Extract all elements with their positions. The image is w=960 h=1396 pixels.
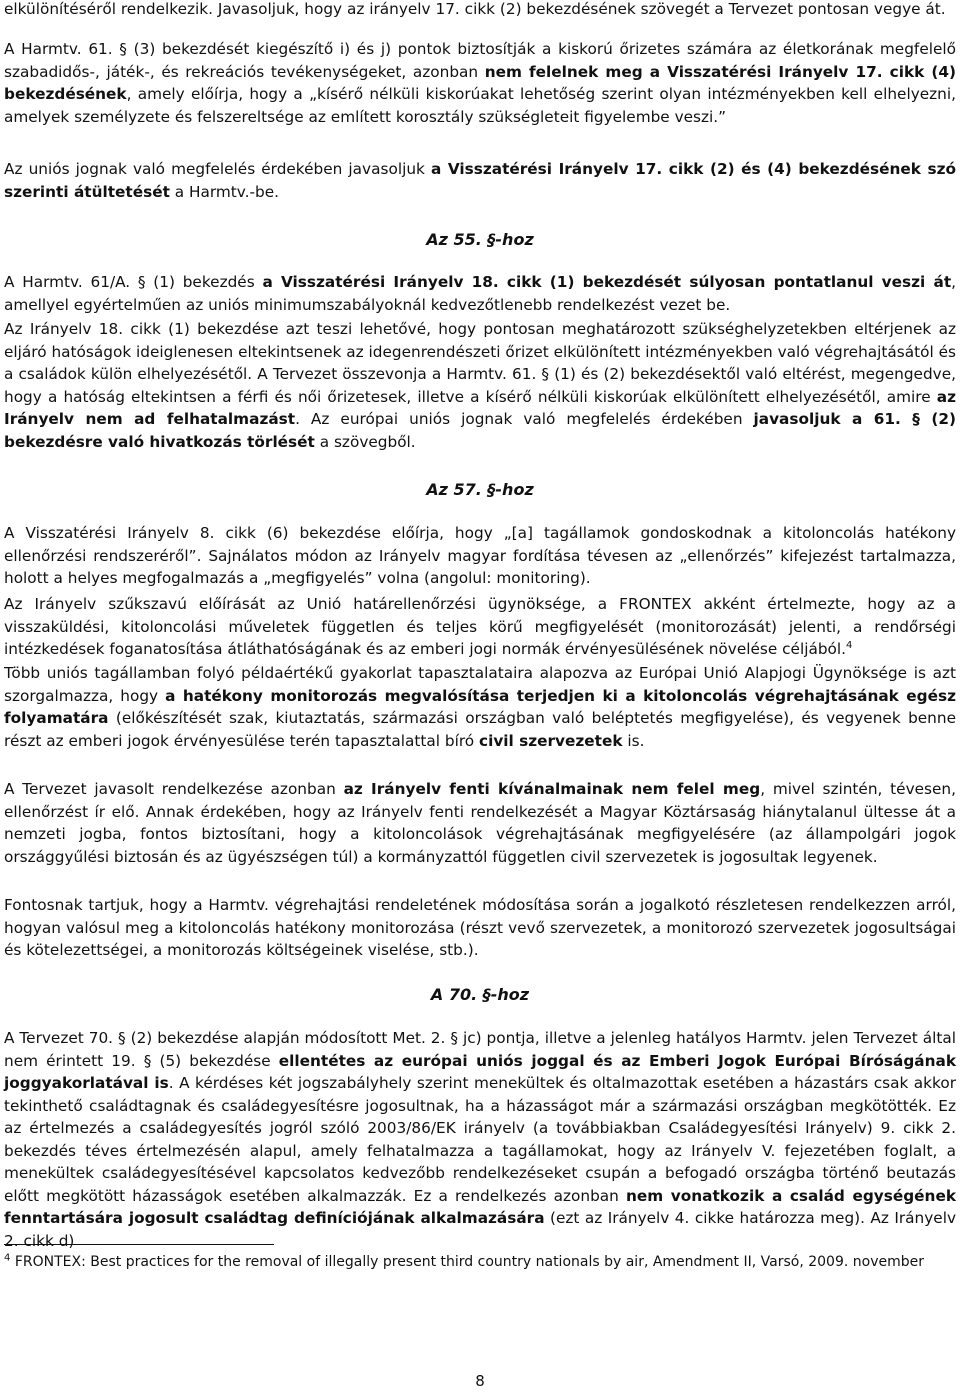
paragraph-article-17-intro bbox=[4, 0, 956, 21]
text-segment: Az Irányelv 18. cikk (1) bekezdése azt teszi lehetővé, hogy pontosan meghatározott szükséghelyzetekben eltérjenek az eljáró hatóságok ideiglenesen eltekintsenek az idegenrendészeti őrizet elkülönített intézményekben való végrehajtásától és a családok külön elhelyezésétől. A Tervezet összevonja a Harmtv. 61. § (1) és (2) bekezdésektől való eltérést, megengedve, hogy a hatóság eltekintsen a férfi és női őrizetesek, illetve a kísérő nélküli kiskorúak elkülönített elhelyezésétől, amire bbox=[4, 320, 956, 406]
text-segment: elkülönítéséről rendelkezik. Javasoljuk, hogy az irányelv 17. cikk (2) bekezdésének szövegét a Tervezet pontosan vegye át. bbox=[4, 0, 946, 18]
paragraph-recommendation-17 bbox=[4, 158, 956, 203]
text-segment: A Visszatérési Irányelv 8. cikk (6) bekezdése előírja, hogy „[a] tagállamok gondoskodnak a kitoloncolás hatékony ellenőrzési rendszeréről”. Sajnálatos módon az Irányelv magyar fordítása tévesen az „ellenőrzés” kifejezést tartalmazza, holott a helyes megfogalmazás a „megfigyelés” volna (angolul: monitoring). bbox=[4, 524, 956, 587]
footnote-reference: 4 bbox=[846, 639, 853, 651]
text-segment: (ezt az Irányelv 4. cikke határozza meg). Az Irányelv 2. cikk d) bbox=[4, 1209, 956, 1250]
bold-text: nem vonatkozik a család egységének fenntartására jogosult családtag definíciójának alkalmazására bbox=[4, 1186, 956, 1227]
bold-text: a Visszatérési Irányelv 17. cikk (2) és (4) bekezdésének szó szerinti átültetését bbox=[4, 160, 956, 201]
paragraph-draft-provision bbox=[4, 778, 956, 868]
heading-section-70: A 70. §-hoz bbox=[430, 985, 530, 1004]
text-segment: a szövegből. bbox=[314, 432, 416, 451]
text-segment: , mivel szintén, tévesen, ellenőrzést ír elő. Annak érdekében, hogy az Irányelv fenti rendelkezését a Magyar Köztársaság hiánytalanul ültesse át a nemzeti jogba, fontos biztosítani, hogy a kitoloncolások végrehajtásának megfigyelésére (az állampolgári jogok országgyűlési biztosán és az ügyészségen túl) a kormányzattól független civil szervezetek is jogosultak legyenek. bbox=[4, 780, 956, 866]
bold-text: ellentétes az európai uniós joggal és az Emberi Jogok Európai Bíróságának joggyakorlatával is bbox=[4, 1051, 956, 1092]
bold-text: a hatékony monitorozás megvalósítása terjedjen ki a kitoloncolás végrehajtásának egész folyamatára bbox=[4, 686, 956, 727]
text-segment: A Tervezet javasolt rendelkezése azonban bbox=[4, 780, 344, 798]
footnote bbox=[4, 1251, 956, 1273]
bold-text: nem felelnek meg a Visszatérési Irányelv 17. cikk (4) bekezdésének bbox=[4, 62, 956, 103]
page-number: 8 bbox=[475, 1372, 485, 1390]
text-segment: A Tervezet 70. § (2) bekezdése alapján módosított Met. 2. § jc) pontja, illetve a jelenleg hatályos Harmtv. jelen Tervezet által nem érintett 19. § (5) bekezdése bbox=[4, 1029, 956, 1070]
footnote-number: 4 bbox=[4, 1252, 11, 1264]
text-segment: , amellyel egyértelműen az uniós minimumszabályoknál kedvezőtlenebb rendelkezést vezet be. bbox=[4, 273, 957, 314]
paragraph-directive-8-6 bbox=[4, 522, 956, 590]
heading-section-57: Az 57. §-hoz bbox=[426, 480, 534, 499]
paragraph-implementing-decree bbox=[4, 894, 956, 962]
bold-text: az Irányelv nem ad felhatalmazást bbox=[4, 387, 956, 428]
paragraph-directive-18 bbox=[4, 318, 956, 453]
text-segment: . Az európai uniós jognak való megfelelés érdekében bbox=[295, 410, 754, 428]
text-segment: Több uniós tagállamban folyó példaértékű gyakorlat tapasztalataira alapozva az Európai Unió Alapjogi Ügynöksége is azt szorgalmazza, hogy bbox=[4, 664, 956, 705]
text-segment: (előkészítését szak, kiutaztatás, származási országban való beléptetés megfigyelése), és vegyenek benne részt az emberi jogok érvényesülése terén tapasztalattal bíró bbox=[4, 709, 956, 750]
footnote-text: FRONTEX: Best practices for the removal of illegally present third country nationals by air, Amendment II, Varsó, 2009. november bbox=[10, 1254, 924, 1270]
text-segment: is. bbox=[622, 731, 645, 750]
text-segment: Az Irányelv szűkszavú előírását az Unió határellenőrzési ügynöksége, a FRONTEX akként értelmezte, hogy az a visszaküldési, kitoloncolási műveletek független és teljes körű megfigyelését (monitorozását) jelenti, a rendőrségi intézkedések foganatosítása átláthatóságának és az emberi jogi normák érvényesülésének növelése céljából. bbox=[4, 595, 956, 658]
text-segment: , amely előírja, hogy a „kísérő nélküli kiskorúakat lehetőség szerint olyan intézményekben kell elhelyezni, amelyek személyzete és felszereltsége az említett korosztály szükségleteit figyelembe veszi.” bbox=[4, 85, 956, 126]
paragraph-family-reunification bbox=[4, 1027, 956, 1252]
heading-section-55: Az 55. §-hoz bbox=[426, 230, 534, 249]
bold-text: az Irányelv fenti kívánalmainak nem felel meg bbox=[343, 780, 761, 798]
text-segment: a Harmtv.-be. bbox=[169, 182, 280, 201]
paragraph-harmtv-61a bbox=[4, 271, 956, 316]
bold-text: javasoljuk a 61. § (2) bekezdésre való hivatkozás törlését bbox=[4, 410, 956, 451]
bold-text: a Visszatérési Irányelv 18. cikk (1) bekezdését súlyosan pontatlanul veszi át bbox=[262, 273, 952, 291]
text-segment: Az uniós jognak való megfelelés érdekében javasoljuk bbox=[4, 160, 431, 178]
text-segment: A Harmtv. 61/A. § (1) bekezdés bbox=[4, 273, 263, 291]
paragraph-fra-monitoring bbox=[4, 662, 956, 752]
text-segment: Fontosnak tartjuk, hogy a Harmtv. végrehajtási rendeletének módosítása során a jogalkotó részletesen rendelkezzen arról, hogyan valósul meg a kitoloncolás hatékony monitorozása (részt vevő szervezetek, a monitorozó szervezetek jogosultságai és kötelezettségei, a monitorozás költségeinek viselése, stb.). bbox=[4, 896, 956, 959]
bold-text: civil szervezetek bbox=[479, 731, 623, 750]
paragraph-frontex bbox=[4, 593, 956, 661]
text-segment: . A kérdéses két jogszabályhely szerint menekültek és oltalmazottak esetében a házastárs csak akkor tekinthető családtagnak és családegyesítésre jogosultnak, ha a házasságot már a származási országban megkötötték. Ez az értelmezés a családegyesítés jogról szóló 2003/86/EK irányelv (a továbbiakban Családegyesítési Irányelv) 9. cikk 2. bekezdés téves értelmezésén alapul, amely felhatalmazza a tagállamokat, hogy az Irányelv V. fejezetében foglalt, a menekültek családegyesítésével kapcsolatos kedvezőbb rendelkezéseket csupán a befogadó országba történő beutazás előtt megkötött házasságok esetében alkalmazzák. Ez a rendelkezés azonban bbox=[4, 1074, 956, 1205]
footnote-divider bbox=[4, 1244, 274, 1245]
paragraph-harmtv-61-3 bbox=[4, 38, 956, 128]
text-segment: A Harmtv. 61. § (3) bekezdését kiegészítő i) és j) pontok biztosítják a kiskorú őrizetes számára az életkorának megfelelő szabadidős-, játék-, és rekreációs tevékenységeket, azonban bbox=[4, 40, 956, 81]
